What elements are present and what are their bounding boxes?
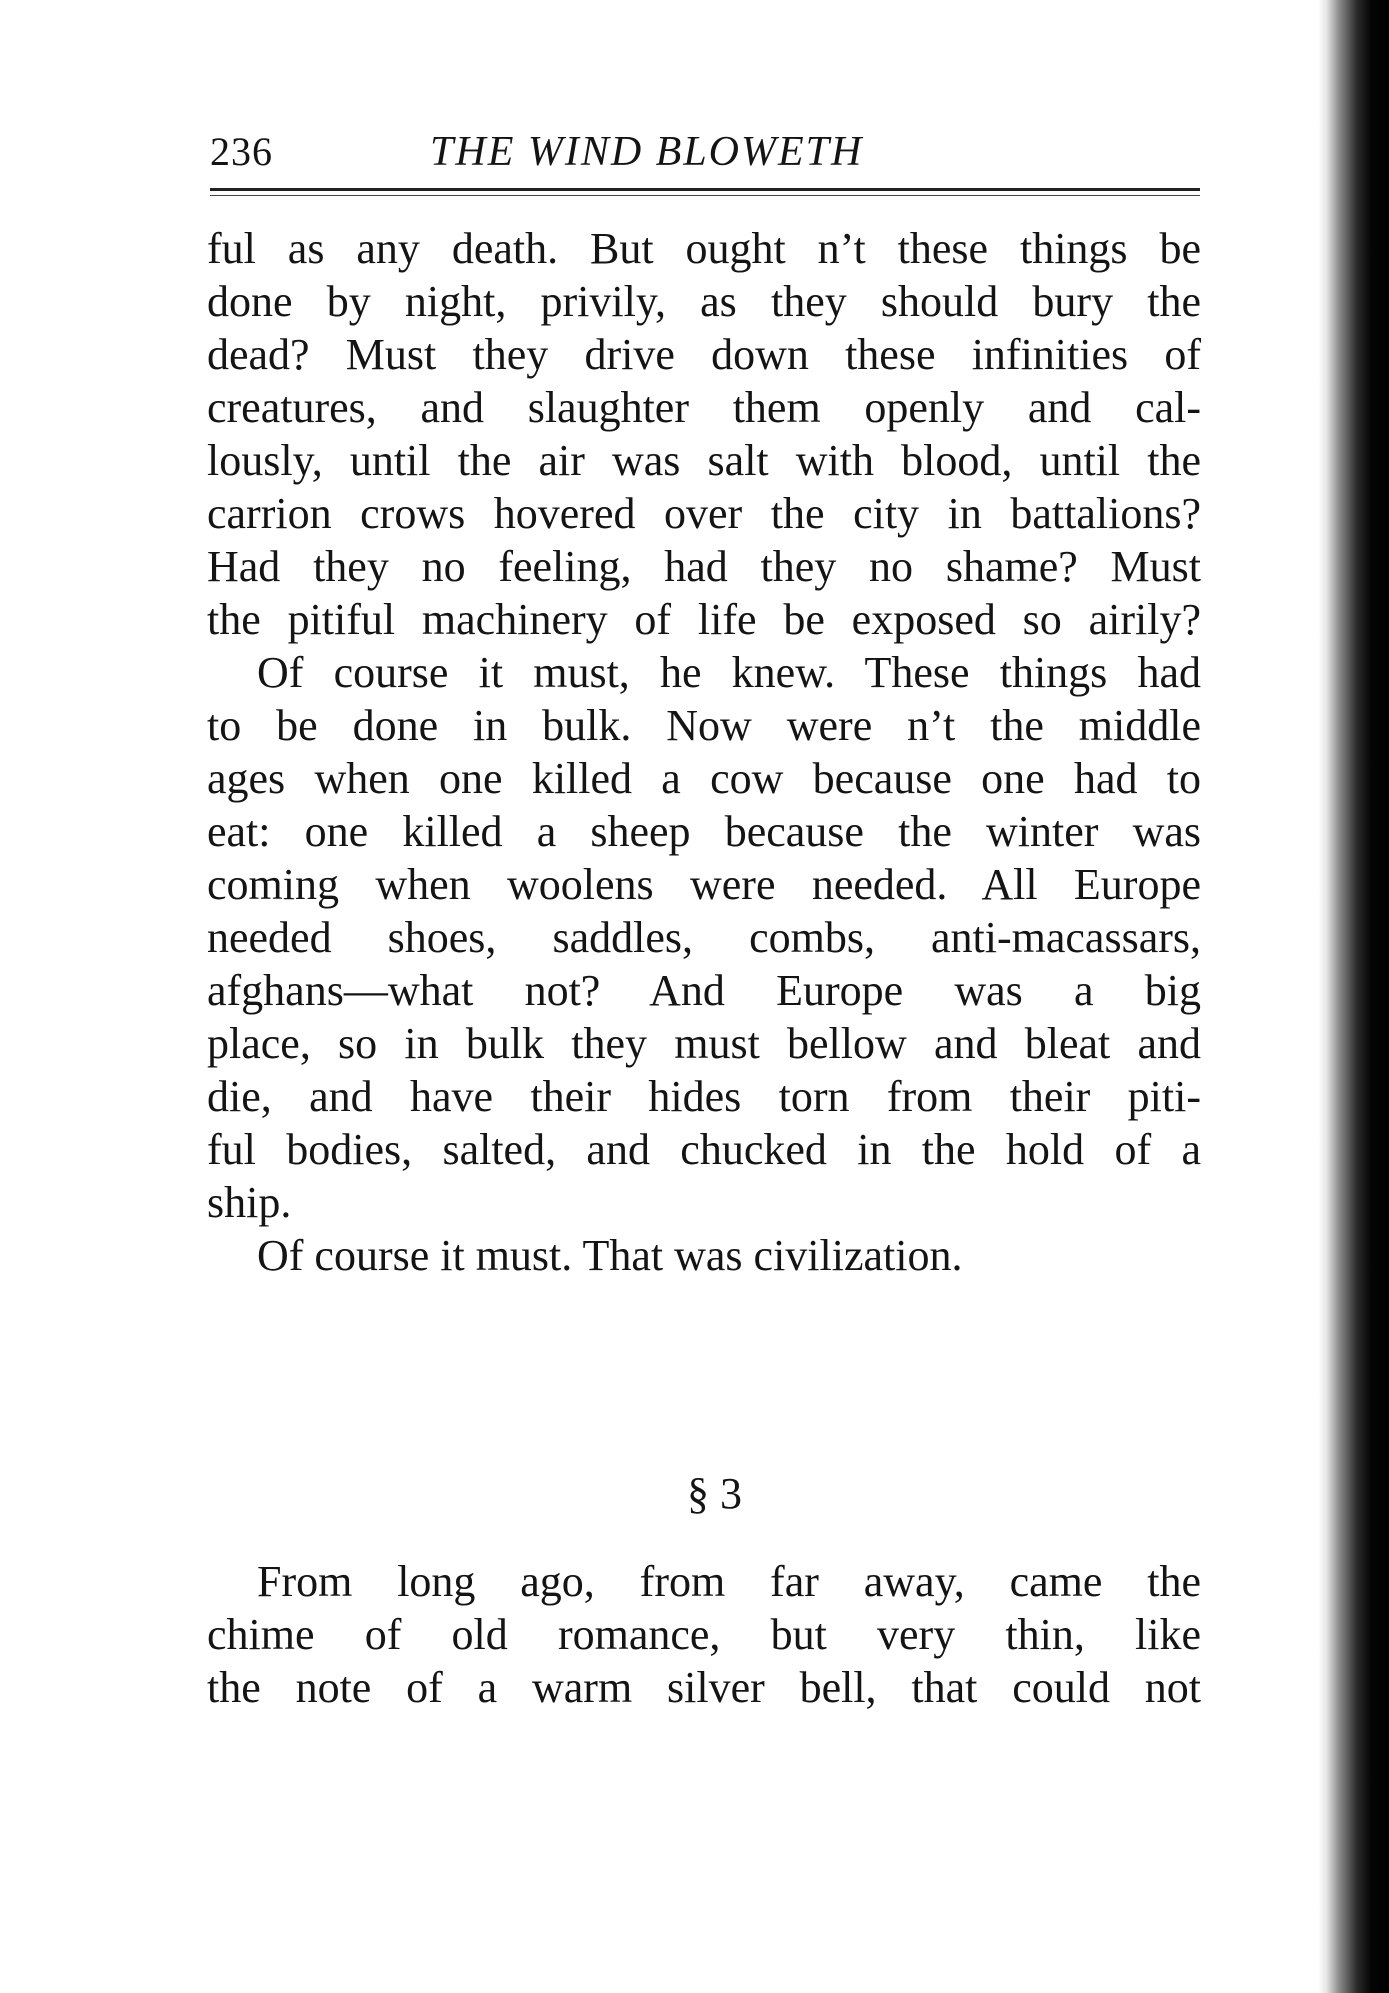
text-line: the note of a warm silver bell, that could not [207, 1663, 1201, 1712]
text-line: afghans—what not? And Europe was a big [207, 966, 1201, 1015]
text-line: ship. [207, 1178, 292, 1227]
text-line: ages when one killed a cow because one had to [207, 754, 1201, 803]
text-line: to be done in bulk. Now were n’t the middle [207, 701, 1201, 750]
text-line: Of course it must. That was civilization. [257, 1231, 963, 1280]
text-line: carrion crows hovered over the city in battalions? [207, 489, 1201, 538]
text-line: needed shoes, saddles, combs, anti-macassars, [207, 913, 1201, 962]
text-line: From long ago, from far away, came the [257, 1557, 1201, 1606]
page-header [210, 128, 1200, 178]
body-text-lower [207, 1555, 1201, 1714]
text-line: done by night, privily, as they should bury the [207, 277, 1201, 326]
text-line: eat: one killed a sheep because the winter was [207, 807, 1201, 856]
text-line: ful bodies, salted, and chucked in the hold of a [207, 1125, 1201, 1174]
text-line: lously, until the air was salt with blood, until the [207, 436, 1201, 485]
text-line: creatures, and slaughter them openly and cal- [207, 383, 1201, 432]
text-line: Of course it must, he knew. These things had [257, 648, 1201, 697]
body-text-upper [207, 222, 1201, 1282]
text-line: dead? Must they drive down these infinities of [207, 330, 1201, 379]
binding-edge [1318, 0, 1389, 1993]
header-rule-thin [210, 195, 1200, 196]
text-line: place, so in bulk they must bellow and bleat and [207, 1019, 1201, 1068]
text-line: ful as any death. But ought n’t these things be [207, 224, 1201, 273]
text-line: chime of old romance, but very thin, like [207, 1610, 1201, 1659]
section-heading: § 3 [687, 1469, 742, 1518]
header-rule-thick [210, 188, 1200, 191]
text-line: coming when woolens were needed. All Europe [207, 860, 1201, 909]
text-line: Had they no feeling, had they no shame? Must [207, 542, 1201, 591]
page-number: 236 [210, 129, 273, 174]
text-line: die, and have their hides torn from their piti- [207, 1072, 1201, 1121]
running-head: THE WIND BLOWETH [430, 129, 864, 175]
text-line: the pitiful machinery of life be exposed so airily? [207, 595, 1201, 644]
